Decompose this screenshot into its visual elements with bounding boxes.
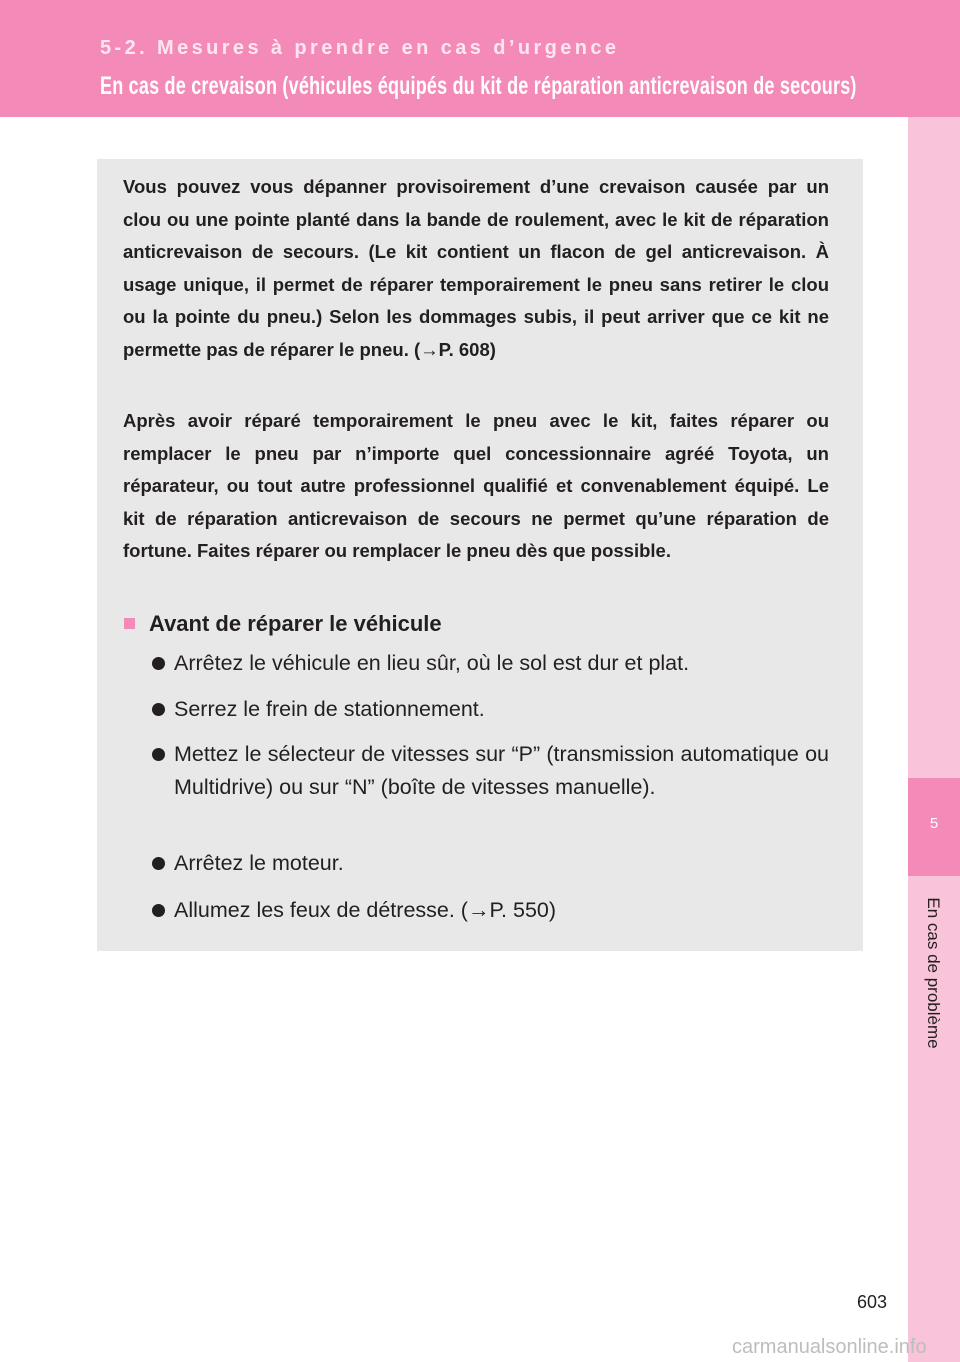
side-tab xyxy=(908,117,960,1362)
list-item xyxy=(152,693,829,726)
square-bullet-icon xyxy=(124,618,135,629)
section-heading xyxy=(124,611,442,637)
list-item-text: Arrêtez le véhicule en lieu sûr, où le sol est dur et plat. xyxy=(174,651,690,675)
bullet-dot-icon xyxy=(152,657,165,670)
list-item xyxy=(152,738,829,804)
list-item xyxy=(152,647,829,680)
page-title: En cas de crevaison (véhicules équipés du kit de réparation anticrevaison de secours) xyxy=(100,72,857,100)
watermark: carmanualsonline.info xyxy=(732,1336,927,1358)
bullet-dot-icon xyxy=(152,904,165,917)
section-heading-text: Avant de réparer le véhicule xyxy=(149,611,442,636)
bullet-dot-icon xyxy=(152,857,165,870)
chapter-number-tab: 5 xyxy=(908,778,960,876)
list-item-text: Arrêtez le moteur. xyxy=(174,851,344,875)
page-number: 603 xyxy=(857,1292,888,1312)
list-item-text: Mettez le sélecteur de vitesses sur “P” (transmission automatique ou Multidrive) ou sur “N” (boîte de vitesses manuelle). xyxy=(174,742,829,799)
intro-paragraph: Vous pouvez vous dépanner provisoirement d’une crevaison causée par un clou ou une pointe planté dans la bande de roulement, avec le kit de réparation anticrevaison de secours. (Le kit contient un flacon de gel anticrevaison. À usage unique, il permet de réparer temporairement le pneu sans retirer le clou ou la pointe du pneu.) Selon les dommages subis, il peut arriver que ce kit ne permette pas de réparer le pneu. (→P. 608) xyxy=(123,176,829,360)
list-item xyxy=(152,894,829,927)
bullet-dot-icon xyxy=(152,703,165,716)
bullet-dot-icon xyxy=(152,748,165,761)
list-item-text: Serrez le frein de stationnement. xyxy=(174,697,485,721)
section-label: 5-2. Mesures à prendre en cas d’urgence xyxy=(100,37,620,59)
list-item xyxy=(152,847,829,880)
intro-paragraph: Après avoir réparé temporairement le pneu avec le kit, faites réparer ou remplacer le pneu par n’importe quel concessionnaire agréé Toyota, un réparateur, ou tout autre professionnel qualifié et convenablement équipé. Le kit de réparation anticrevaison de secours ne permet qu’une réparation de fortune. Faites réparer ou remplacer le pneu dès que possible. xyxy=(123,410,829,562)
page-header xyxy=(0,0,960,117)
chapter-title: En cas de problème xyxy=(924,897,943,1049)
list-item-text: Allumez les feux de détresse. (→P. 550) xyxy=(174,898,557,922)
